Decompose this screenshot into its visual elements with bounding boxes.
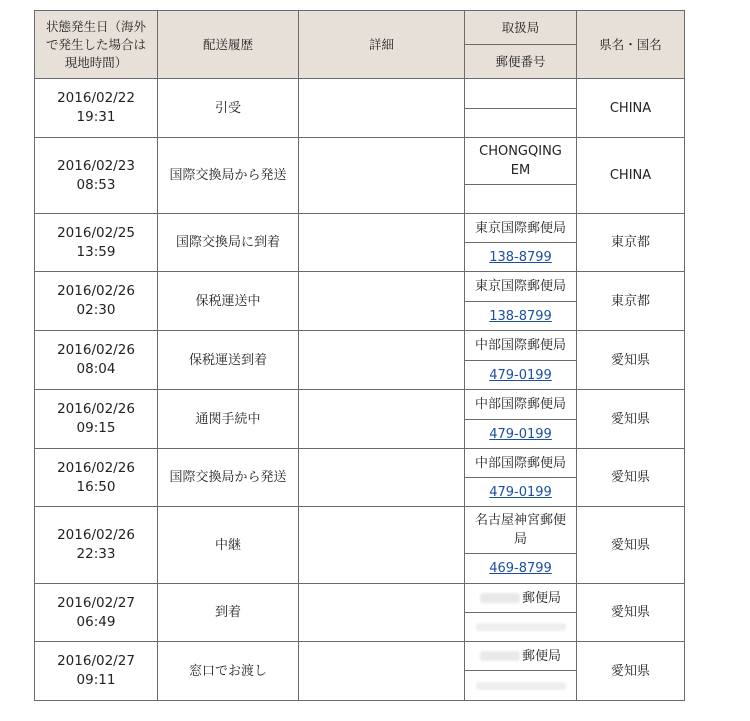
header-postal: 郵便番号 <box>465 45 577 79</box>
time-value: 09:11 <box>76 672 116 688</box>
date-value: 2016/02/26 <box>57 342 135 358</box>
cell-postal <box>465 420 577 449</box>
date-value: 2016/02/26 <box>57 283 135 299</box>
header-date-label: 状態発生日（海外で発生した場合は現地時間） <box>45 18 146 70</box>
cell-postal <box>465 613 577 642</box>
cell-date <box>35 642 158 701</box>
cell-postal <box>465 671 577 701</box>
postal-code-link[interactable]: 469-8799 <box>489 561 552 576</box>
date-value: 2016/02/27 <box>57 653 135 669</box>
date-value: 2016/02/26 <box>57 401 135 417</box>
table-row <box>35 642 685 671</box>
cell-history: 到着 <box>158 584 299 642</box>
date-value: 2016/02/22 <box>57 90 135 106</box>
cell-history: 国際交換局から発送 <box>158 138 299 214</box>
cell-detail <box>299 584 465 642</box>
cell-region: 東京都 <box>577 214 685 272</box>
cell-date <box>35 507 158 584</box>
cell-postal <box>465 554 577 584</box>
table-row <box>35 584 685 613</box>
cell-detail <box>299 79 465 138</box>
cell-office <box>465 331 577 361</box>
header-date <box>35 11 158 79</box>
postal-code-link[interactable]: 479-0199 <box>489 367 552 383</box>
cell-history: 保税運送到着 <box>158 331 299 390</box>
header-detail: 詳細 <box>299 11 465 79</box>
cell-detail <box>299 449 465 507</box>
date-value: 2016/02/23 <box>57 157 135 174</box>
postal-code-link[interactable]: 138-8799 <box>489 249 552 265</box>
cell-office <box>465 272 577 302</box>
redacted-block <box>480 651 520 661</box>
cell-history: 国際交換局から発送 <box>158 449 299 507</box>
cell-history: 中継 <box>158 507 299 584</box>
cell-date <box>35 584 158 642</box>
office-name: 中部国際郵便局 <box>474 397 566 412</box>
cell-office <box>465 390 577 420</box>
date-value: 2016/02/26 <box>57 459 135 476</box>
office-name: 中部国際郵便局 <box>474 455 566 471</box>
cell-detail <box>299 390 465 449</box>
cell-postal <box>465 243 577 272</box>
cell-detail <box>299 272 465 331</box>
cell-history: 通関手続中 <box>158 390 299 449</box>
redacted-block <box>480 593 520 603</box>
header-office: 取扱局 <box>465 11 577 45</box>
time-value: 09:15 <box>76 420 116 436</box>
cell-detail <box>299 138 465 214</box>
cell-region: 東京都 <box>577 272 685 331</box>
cell-postal <box>465 302 577 331</box>
cell-postal <box>465 109 577 138</box>
cell-region: 愛知県 <box>577 331 685 390</box>
table-row <box>35 449 685 478</box>
table-row <box>35 331 685 361</box>
office-name: 東京国際郵便局 <box>474 220 566 236</box>
date-value: 2016/02/27 <box>57 594 135 611</box>
cell-office <box>465 138 577 185</box>
postal-code-link[interactable]: 479-0199 <box>489 484 552 500</box>
table-row <box>35 79 685 109</box>
cell-date <box>35 138 158 214</box>
cell-region: 愛知県 <box>577 584 685 642</box>
table-row <box>35 507 685 554</box>
time-value: 08:53 <box>76 176 116 193</box>
cell-region: CHINA <box>577 138 685 214</box>
cell-detail <box>299 642 465 701</box>
cell-date <box>35 390 158 449</box>
cell-office <box>465 507 577 554</box>
tracking-history-table <box>34 10 685 701</box>
cell-office <box>465 449 577 478</box>
cell-detail <box>299 507 465 584</box>
table-row <box>35 138 685 185</box>
cell-office <box>465 79 577 109</box>
cell-date <box>35 79 158 138</box>
cell-detail <box>299 331 465 390</box>
cell-office <box>465 642 577 671</box>
cell-date <box>35 214 158 272</box>
date-value: 2016/02/25 <box>57 224 135 241</box>
time-value: 16:50 <box>76 478 116 495</box>
time-value: 02:30 <box>76 302 116 318</box>
time-value: 22:33 <box>76 546 116 562</box>
postal-code-link[interactable]: 479-0199 <box>489 426 552 442</box>
header-history: 配送履歴 <box>158 11 299 79</box>
office-name: 中部国際郵便局 <box>474 338 566 353</box>
table-row <box>35 214 685 243</box>
cell-region: 愛知県 <box>577 642 685 701</box>
cell-region: 愛知県 <box>577 449 685 507</box>
cell-history: 窓口でお渡し <box>158 642 299 701</box>
cell-region: 愛知県 <box>577 390 685 449</box>
time-value: 08:04 <box>76 361 116 377</box>
time-value: 13:59 <box>76 243 116 260</box>
office-name: 名古屋神宮郵便局 <box>474 513 566 547</box>
time-value: 06:49 <box>76 613 116 630</box>
cell-postal <box>465 478 577 507</box>
cell-date <box>35 272 158 331</box>
redacted-block <box>476 682 566 690</box>
table-row <box>35 272 685 302</box>
cell-region: 愛知県 <box>577 507 685 584</box>
cell-office <box>465 214 577 243</box>
postal-code-link[interactable]: 138-8799 <box>489 308 552 324</box>
cell-date <box>35 449 158 507</box>
office-name: 郵便局 <box>521 590 561 606</box>
redacted-block <box>476 623 566 631</box>
cell-office <box>465 584 577 613</box>
cell-postal <box>465 361 577 390</box>
cell-history: 保税運送中 <box>158 272 299 331</box>
office-name: 郵便局 <box>521 648 561 664</box>
office-name: CHONGQING EM <box>479 144 562 178</box>
office-name: 東京国際郵便局 <box>474 279 566 294</box>
cell-detail <box>299 214 465 272</box>
cell-date <box>35 331 158 390</box>
cell-history: 国際交換局に到着 <box>158 214 299 272</box>
cell-postal <box>465 185 577 214</box>
cell-history: 引受 <box>158 79 299 138</box>
header-region: 県名・国名 <box>577 11 685 79</box>
date-value: 2016/02/26 <box>57 527 135 543</box>
table-row <box>35 390 685 420</box>
time-value: 19:31 <box>76 109 116 125</box>
cell-region: CHINA <box>577 79 685 138</box>
